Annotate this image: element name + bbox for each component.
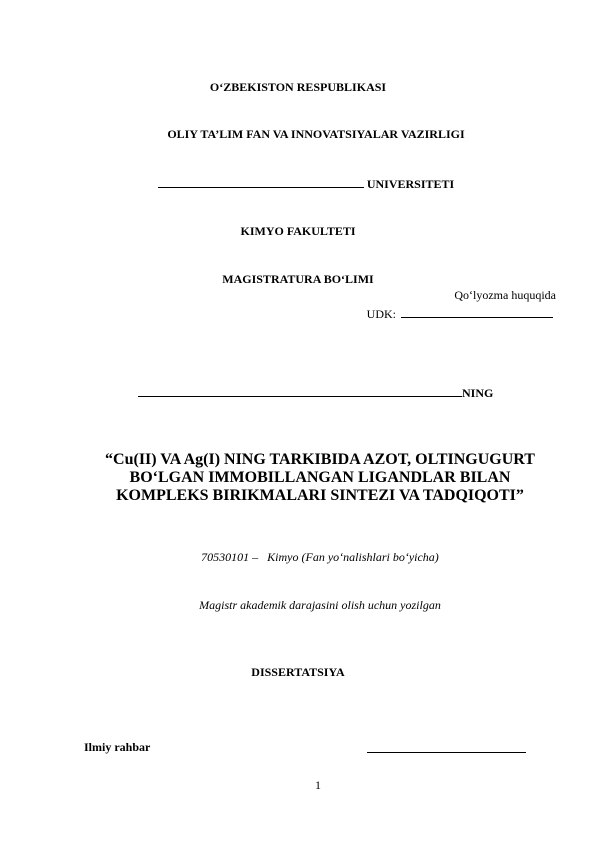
title-line-3: KOMPLEKS BIRIKMALARI SINTEZI VA TADQIQOTI” bbox=[116, 487, 524, 504]
supervisor-label: Ilmiy rahbar bbox=[84, 740, 151, 754]
degree-purpose: Magistr akademik darajasini olish uchun yozilgan bbox=[199, 598, 441, 612]
author-suffix: NING bbox=[462, 386, 494, 400]
university-name-blank bbox=[158, 176, 364, 188]
page-number: 1 bbox=[315, 778, 321, 792]
udk-line bbox=[367, 306, 553, 321]
author-name-blank bbox=[138, 385, 462, 397]
document-type: DISSERTATSIYA bbox=[251, 665, 345, 679]
udk-blank bbox=[401, 306, 553, 318]
university-suffix: UNIVERSITETI bbox=[366, 177, 455, 191]
dissertation-title bbox=[60, 451, 580, 505]
department-heading: MAGISTRATURA BO‘LIMI bbox=[222, 272, 374, 286]
republic-heading: O‘ZBEKISTON RESPUBLIKASI bbox=[209, 80, 387, 94]
specialty-code: 70530101 – bbox=[201, 550, 259, 564]
university-line bbox=[8, 176, 596, 191]
title-line-1: “Cu(II) VA Ag(I) NING TARKIBIDA AZOT, OLTINGUGURT bbox=[105, 451, 535, 468]
faculty-heading: KIMYO FAKULTETI bbox=[240, 224, 356, 238]
specialty-name: Kimyo (Fan yo‘nalishlari bo‘yicha) bbox=[267, 550, 439, 564]
author-line bbox=[138, 385, 493, 400]
specialty-line bbox=[0, 550, 596, 564]
manuscript-note: Qo‘lyozma huquqida bbox=[454, 288, 556, 302]
udk-label: UDK: bbox=[366, 307, 396, 321]
supervisor-signature-blank bbox=[367, 740, 526, 753]
title-line-2: BO‘LGAN IMMOBILLANGAN LIGANDLAR BILAN bbox=[129, 469, 511, 486]
ministry-heading: OLIY TA’LIM FAN VA INNOVATSIYALAR VAZIRLIGI bbox=[167, 127, 465, 141]
